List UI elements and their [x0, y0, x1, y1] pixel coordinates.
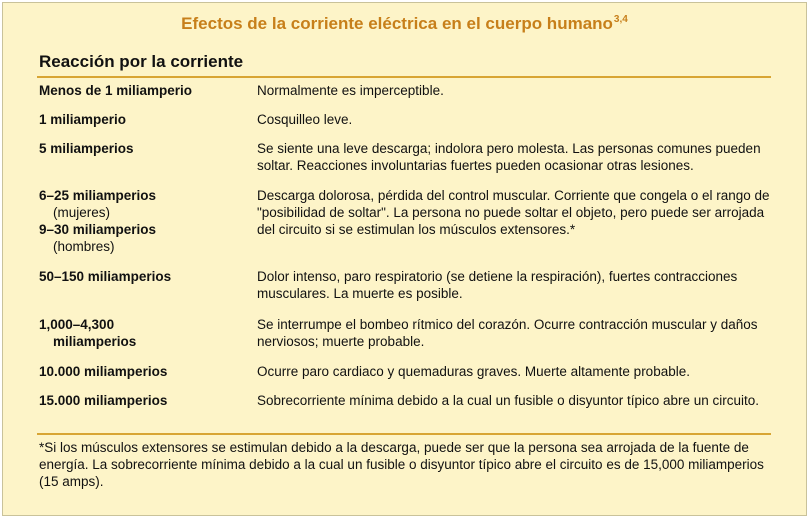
current-cell: Menos de 1 miliamperio — [39, 83, 193, 98]
effect-cell: Cosquilleo leve. — [257, 112, 353, 127]
current-men: 9–30 miliamperios — [39, 222, 157, 237]
current-cell: 10.000 miliamperios — [39, 364, 168, 379]
current-cell: 5 miliamperios — [39, 141, 134, 156]
current-women-note: (mujeres) — [53, 205, 111, 220]
current-cell: 50–150 miliamperios — [39, 269, 172, 284]
top-divider — [37, 76, 771, 78]
info-card — [2, 2, 807, 516]
effect-cell: Se interrumpe el bombeo rítmico del corazón. Ocurre contracción muscular y daños nerviosos; muerte probable. — [257, 317, 758, 349]
current-range: 1,000–4,300 — [39, 317, 115, 332]
section-heading: Reacción por la corriente — [39, 52, 244, 71]
effect-cell: Sobrecorriente mínima debido a la cual un fusible o disyuntor típico abre un circuito. — [257, 393, 760, 408]
footnote: *Si los músculos extensores se estimulan debido a la descarga, puede ser que la persona sea arrojada de la fuente de energía. La sobrecorriente mínima debido a la cual un fusible o disyuntor típico abre el circuito es de 15,000 miliamperios (15 amps). — [39, 440, 764, 489]
current-men-note: (hombres) — [53, 239, 115, 254]
card-title-superscript: 3,4 — [613, 14, 628, 25]
effect-cell: Dolor intenso, paro respiratorio (se detiene la respiración), fuertes contracciones musculares. La muerte es posible. — [257, 269, 738, 301]
current-women: 6–25 miliamperios — [39, 188, 157, 203]
bottom-divider — [37, 433, 771, 435]
effect-cell: Normalmente es imperceptible. — [257, 83, 444, 98]
effect-cell: Se siente una leve descarga; indolora pero molesta. Las personas comunes pueden soltar. Reacciones involuntarias fuertes pueden ocasionar otras lesiones. — [257, 141, 761, 173]
effect-cell: Ocurre paro cardiaco y quemaduras graves. Muerte altamente probable. — [257, 364, 690, 379]
current-cell-group — [39, 316, 254, 350]
card-title — [3, 14, 806, 34]
effect-cell: Descarga dolorosa, pérdida del control muscular. Corriente que congela o el rango de "posibilidad de soltar". La persona no puede soltar el objeto, pero puede ser arrojada del circuito si se estimulan los músculos extensores.* — [257, 188, 770, 237]
current-unit: miliamperios — [53, 334, 137, 349]
current-cell: 1 miliamperio — [39, 112, 127, 127]
current-cell: 15.000 miliamperios — [39, 393, 168, 408]
current-cell-group — [39, 187, 254, 255]
card-title-text: Efectos de la corriente eléctrica en el cuerpo humano — [181, 14, 613, 33]
